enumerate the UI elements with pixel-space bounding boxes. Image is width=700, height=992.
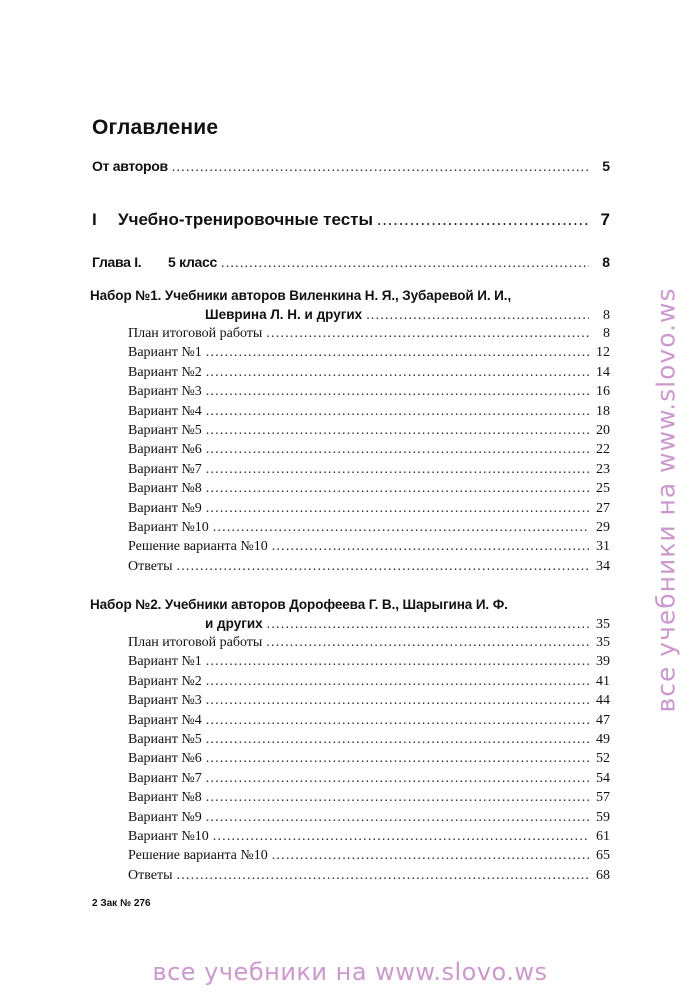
entry-label: Ответы — [128, 867, 173, 883]
set1-heading-line1: Набор №1. Учебники авторов Виленкина Н. Я., Зубаревой И. И., — [90, 288, 512, 303]
entry-page-number: 18 — [596, 403, 610, 419]
entry-page-number: 27 — [596, 500, 610, 516]
entry-label: Вариант №8 — [128, 790, 202, 806]
entry-page-number: 22 — [596, 442, 610, 458]
leader-dots — [206, 673, 589, 691]
entry-label: Вариант №2 — [128, 364, 202, 380]
leader-dots — [366, 307, 589, 325]
entry-page-number: 14 — [596, 364, 610, 380]
leader-dots — [272, 847, 589, 865]
leader-dots — [206, 461, 589, 479]
entry-label: Вариант №6 — [128, 442, 202, 458]
toc-entry-item[interactable] — [128, 770, 610, 788]
entry-page-number: 12 — [596, 345, 610, 361]
set1-heading-line2: Шеврина Л. Н. и других — [205, 307, 363, 322]
leader-dots — [272, 538, 589, 556]
leader-dots — [206, 789, 589, 807]
leader-dots — [206, 480, 589, 498]
entry-label: Ответы — [128, 558, 173, 574]
toc-title: Оглавление — [92, 116, 219, 139]
set2-heading-line2: и других — [205, 616, 263, 631]
leader-dots — [177, 867, 590, 885]
chapter-number: Глава I. — [92, 254, 142, 270]
entry-page-number: 31 — [596, 539, 610, 555]
chapter-title: 5 класс — [168, 254, 218, 270]
entry-label: Вариант №10 — [128, 829, 209, 844]
toc-entry-item[interactable] — [128, 403, 610, 421]
leader-dots — [213, 828, 589, 846]
entry-label: План итоговой работы — [128, 635, 263, 650]
entry-label: Вариант №9 — [128, 500, 202, 516]
toc-entry-item[interactable] — [128, 519, 610, 537]
entry-page-number: 35 — [596, 635, 610, 650]
entry-page-number: 54 — [596, 770, 610, 786]
part-number: I — [92, 210, 97, 229]
toc-entry-item[interactable] — [128, 712, 610, 730]
toc-entry-chapter[interactable] — [92, 253, 610, 273]
leader-dots — [206, 403, 589, 421]
entry-label: Вариант №9 — [128, 809, 202, 825]
entry-page-number: 68 — [596, 867, 610, 883]
toc-entry-item[interactable] — [128, 692, 610, 710]
entry-page-number: 61 — [596, 829, 610, 844]
entry-label: Вариант №2 — [128, 673, 202, 689]
toc-entry-item[interactable] — [128, 364, 610, 382]
entry-page-number: 52 — [596, 751, 610, 767]
entry-label: Решение варианта №10 — [128, 539, 268, 555]
toc-entry-set2[interactable] — [205, 615, 610, 634]
entry-page-number: 49 — [596, 732, 610, 747]
toc-entry-item[interactable] — [128, 847, 610, 865]
leader-dots — [206, 809, 589, 827]
entry-page-number: 39 — [596, 654, 610, 670]
entry-label: Вариант №3 — [128, 384, 202, 400]
entry-page-number: 5 — [602, 158, 610, 174]
entry-page-number: 47 — [596, 712, 610, 728]
leader-dots — [206, 383, 589, 401]
toc-entry-item[interactable] — [128, 558, 610, 576]
entry-page-number: 8 — [602, 254, 610, 270]
part-label — [92, 211, 373, 229]
entry-page-number: 16 — [596, 384, 610, 400]
leader-dots — [206, 422, 589, 440]
entry-page-number: 34 — [596, 558, 610, 574]
toc-entry-item[interactable] — [128, 867, 610, 885]
leader-dots — [206, 441, 589, 459]
entry-page-number: 57 — [596, 790, 610, 806]
part-title: Учебно-тренировочные тесты — [118, 210, 374, 229]
watermark-side: все учебники на www.slovo.ws — [651, 287, 681, 713]
leader-dots — [267, 616, 589, 634]
leader-dots — [206, 500, 589, 518]
leader-dots — [206, 344, 589, 362]
printing-order-note: 2 Зак № 276 — [92, 898, 151, 909]
leader-dots — [377, 211, 589, 229]
entry-page-number: 23 — [596, 461, 610, 477]
entry-label: Вариант №7 — [128, 461, 202, 477]
set2-heading-line1: Набор №2. Учебники авторов Дорофеева Г. В., Шарыгина И. Ф. — [90, 597, 508, 612]
entry-label: Вариант №10 — [128, 520, 209, 535]
entry-page-number: 29 — [596, 520, 610, 535]
entry-page-number: 8 — [603, 326, 610, 341]
toc-entry-item[interactable] — [128, 828, 610, 846]
leader-dots — [206, 750, 589, 768]
watermark-bottom: все учебники на www.slovo.ws — [152, 958, 548, 986]
toc-entry-set1[interactable] — [205, 306, 610, 325]
toc-entry-item[interactable] — [128, 325, 610, 343]
toc-entry-item[interactable] — [128, 441, 610, 459]
chapter-label — [92, 253, 217, 271]
entry-page-number: 8 — [603, 308, 610, 323]
toc-entry-from-authors[interactable] — [92, 157, 610, 177]
toc-entry-item[interactable] — [128, 789, 610, 807]
entry-label: Вариант №7 — [128, 770, 202, 786]
leader-dots — [266, 325, 589, 343]
toc-entry-item[interactable] — [128, 500, 610, 518]
leader-dots — [206, 653, 589, 671]
leader-dots — [177, 558, 590, 576]
toc-entry-item[interactable] — [128, 344, 610, 362]
leader-dots — [206, 364, 589, 382]
leader-dots — [206, 731, 589, 749]
leader-dots — [213, 519, 589, 537]
entry-label: Решение варианта №10 — [128, 848, 268, 864]
entry-label: Вариант №6 — [128, 751, 202, 767]
toc-entry-item[interactable] — [128, 383, 610, 401]
entry-label: Вариант №5 — [128, 423, 202, 438]
toc-entry-item[interactable] — [128, 422, 610, 440]
toc-entry-item[interactable] — [128, 538, 610, 556]
entry-label: Вариант №4 — [128, 712, 202, 728]
entry-page-number: 44 — [596, 693, 610, 709]
entry-page-number: 25 — [596, 481, 610, 497]
entry-label: Вариант №4 — [128, 403, 202, 419]
toc-entry-item[interactable] — [128, 634, 610, 652]
leader-dots — [221, 255, 589, 273]
toc-entry-item[interactable] — [128, 653, 610, 671]
leader-dots — [206, 712, 589, 730]
entry-label: Вариант №1 — [128, 654, 202, 670]
entry-label: От авторов — [92, 158, 168, 174]
entry-label: План итоговой работы — [128, 326, 263, 341]
entry-label: Вариант №3 — [128, 693, 202, 709]
entry-page-number: 7 — [600, 210, 610, 229]
toc-entry-item[interactable] — [128, 673, 610, 691]
toc-entry-item[interactable] — [128, 809, 610, 827]
entry-label: Вариант №8 — [128, 481, 202, 497]
toc-entry-item[interactable] — [128, 731, 610, 749]
entry-page-number: 35 — [596, 617, 610, 632]
leader-dots — [206, 692, 589, 710]
toc-entry-item[interactable] — [128, 480, 610, 498]
toc-entry-item[interactable] — [128, 461, 610, 479]
toc-entry-item[interactable] — [128, 750, 610, 768]
entry-page-number: 41 — [596, 673, 610, 689]
toc-entry-part[interactable] — [92, 211, 610, 229]
leader-dots — [266, 634, 589, 652]
entry-page-number: 20 — [596, 423, 610, 438]
entry-label: Вариант №1 — [128, 345, 202, 361]
entry-label: Вариант №5 — [128, 732, 202, 747]
leader-dots — [172, 159, 589, 177]
entry-page-number: 59 — [596, 809, 610, 825]
leader-dots — [206, 770, 589, 788]
entry-page-number: 65 — [596, 848, 610, 864]
